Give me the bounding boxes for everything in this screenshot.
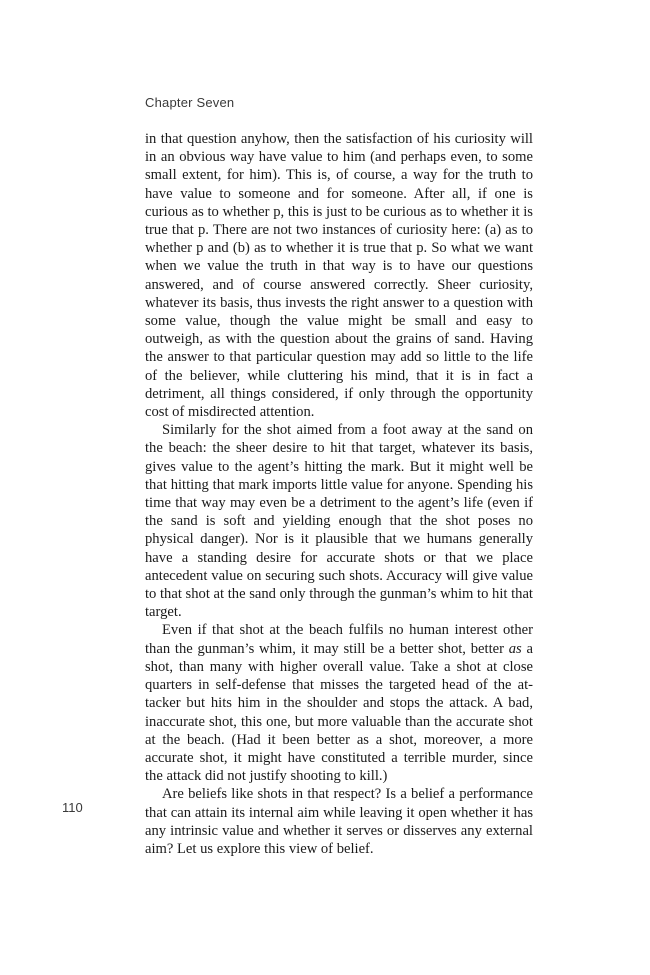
body-text — [145, 130, 533, 858]
paragraph-3-part-2: a shot, than many with higher overall value. Take a shot at close quarters in self-defense that misses the targeted head of the attacker but hits him in the shoulder and stops the attack. A bad, inaccurate shot, this one, but more valuable than the accurate shot at the beach. (Had it been better as a shot, moreover, a more accurate shot, it might have constituted a terrible murder, since the attack did not justify shooting to kill.) — [145, 640, 533, 785]
paragraph-3-emphasis: as — [508, 640, 522, 657]
paragraph-1: in that question anyhow, then the satisfaction of his curiosity will in an obvious way have value to him (and perhaps even, to some small extent, for him). This is, of course, a way for the truth to have value to someone and for someone. After all, if one is curious as to whether p, this is just to be curious as to whether it is true that p. There are not two instances of curiosity here: (a) as to whether p and (b) as to whether it is true that p. So what we want when we value the truth in that way is to have our questions answered, and of course answered correctly. Sheer curiosity, whatever its basis, thus invests the right answer to a question with some value, though the value might be small and easy to outweigh, as with the question about the grains of sand. Having the answer to that particular question may add so little to the life of the believer, while cluttering his mind, that it is in fact a detriment, all things considered, if only through the opportunity cost of misdirected attention. — [145, 131, 533, 421]
running-head: Chapter Seven — [145, 95, 235, 110]
paragraph-3-part-1: Even if that shot at the beach fulfils no human interest other than the gunman’s whim, it may still be a better shot, better — [145, 622, 533, 657]
page-number: 110 — [62, 800, 83, 815]
paragraph-2: Similarly for the shot aimed from a foot away at the sand on the beach: the sheer desire to hit that target, whatever its basis, gives value to the agent’s hitting the mark. But it might well be that hitting that mark imports little value for anyone. Spending his time that way may even be a detriment to the agent’s life (even if the sand is soft and yielding enough that the shot poses no physical danger). Nor is it plausible that we humans generally have a standing desire for accurate shots or that we place antecedent value on securing such shots. Accuracy will give value to that shot at the sand only through the gunman’s whim to hit that target. — [145, 422, 533, 621]
paragraph-4: Are beliefs like shots in that respect? Is a belief a performance that can attain its internal aim while leaving it open whether it has any intrinsic value and whether it serves or disserves any external aim? Let us explore this view of belief. — [145, 786, 533, 857]
paragraph-3 — [145, 621, 533, 785]
